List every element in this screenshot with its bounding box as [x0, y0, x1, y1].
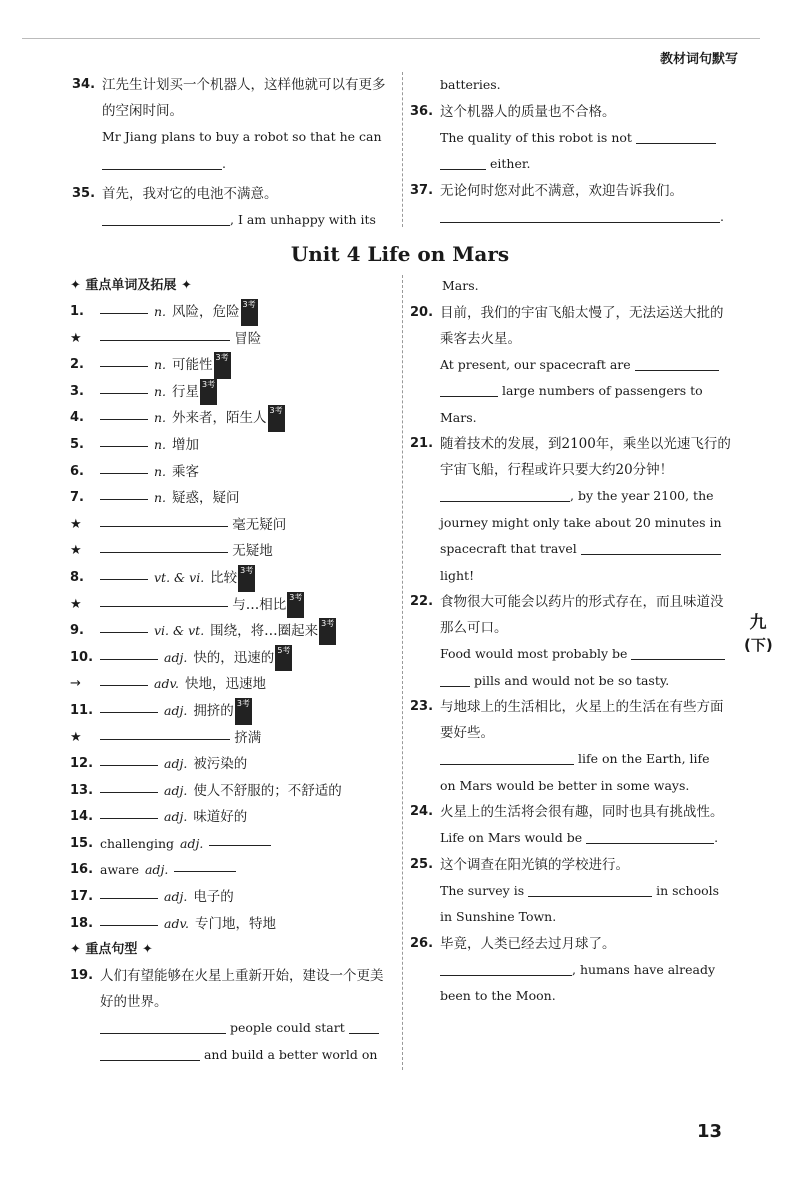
vocab-item-14: 14. adj. 味道好的 [70, 804, 392, 831]
vocab-item-12: 12. adj. 被污染的 [70, 751, 392, 778]
question-23: 23. 与地球上的生活相比，火星上的生活在有些方面要好些。 [410, 699, 724, 741]
vocab-column: ✦ 重点单词及拓展 ✦ 1. n. 风险，危险 3考 ★ 冒险 2. n. 可能性 3考 3. n. 行星 3考 4. n. 外来者，陌生人 3考 5. n. 增加 6. n. 乘客 7. n. 疑惑，疑问 ★ 毫无疑问 ★ 无疑地 8. vt. & vi. 比较 3考 ★ 与…相比 3考 9. vi. & vt. 围绕，将…圈起来 3考 10. adj. 快的，迅速的 5考 → adv. 快地，迅速地 11. adj. 拥挤的 3考 ★ 挤满 12. adj. 被污染的 13. adj. 使人不舒服的；不舒适的 14. adj. 味道好的 15. challenging adj. 16. aware adj. 17. adj. 电子的 18. adv. 专门地，特地 ✦ 重点句型 ✦ 19. 人们有望能够在火星上重新开始，建设一个更美好的世界。 people could start and build a better world on [70, 273, 392, 1068]
question-36: 36. 这个机器人的质量也不合格。 [410, 103, 616, 120]
page-number: 13 [696, 1121, 722, 1142]
vocab-item-13: 13. adj. 使人不舒服的；不舒适的 [70, 778, 392, 805]
vocab-item-10-derived: → adv. 快地，迅速地 [70, 671, 392, 698]
vocab-item-8: 8. vt. & vi. 比较 3考 [70, 565, 392, 592]
question-35: 35. 首先，我对它的电池不满意。 [72, 186, 278, 202]
vocab-item-7-star-a: ★ 毫无疑问 [70, 512, 392, 539]
vocab-item-17: 17. adj. 电子的 [70, 884, 392, 911]
question-34: 34. 江先生计划买一个机器人，这样他就可以有更多的空闲时间。 [72, 77, 386, 119]
vocab-item-3: 3. n. 行星 3考 [70, 379, 392, 406]
question-25: 25. 这个调查在阳光镇的学校进行。 [410, 856, 629, 873]
header-title: 教材词句默写 [659, 52, 738, 67]
question-20: 20. 目前，我们的宇宙飞船太慢了，无法运送大批的乘客去火星。 [410, 304, 724, 347]
vocab-item-11: 11. adj. 拥挤的 3考 [70, 698, 392, 725]
question-24: 24. 火星上的生活将会很有趣，同时也具有挑战性。 [410, 804, 724, 820]
answer-blank[interactable] [102, 155, 222, 170]
section-vocab-heading: ✦ 重点单词及拓展 ✦ [70, 278, 192, 293]
vocab-item-16: 16. aware adj. [70, 857, 392, 884]
side-tab: 九 (下) [744, 613, 773, 654]
top-left-column: 34. 江先生计划买一个机器人，这样他就可以有更多的空闲时间。 Mr Jiang plans to buy a robot so that he can . 35. 首先，我对它的电池不满意。 , I am unhappy with its [72, 72, 394, 234]
answer-blank[interactable] [440, 155, 486, 170]
vocab-item-7-star-b: ★ 无疑地 [70, 538, 392, 565]
vocab-item-11-star: ★ 挤满 [70, 725, 392, 752]
question-26: 26. 毕竟，人类已经去过月球了。 [410, 935, 616, 952]
column-divider-main [402, 275, 403, 1070]
sentences-column: Mars. 20. 目前，我们的宇宙飞船太慢了，无法运送大批的乘客去火星。 At present, our spacecraft are large numbers of passengers to Mars. 21. 随着技术的发展，到2100年，乘坐以光速飞行的宇宙飞船，行程或许只要大约20分钟！ , by the year 2100, the journey might only take about 20 minutes in spacecraft that travel light! 22. 食物很大可能会以药片的形式存在，而且味道没那么可口。 Food would most probably be pills and would not be so tasty. 23. 与地球上的生活相比，火星上的生活在有些方面要好些。 life on the Earth, life on Mars would be better in some ways. 24. 火星上的生活将会很有趣，同时也具有挑战性。 Life on Mars would be . 25. 这个调查在阳光镇的学校进行。 The survey is in schools in Sunshine Town. 26. 毕竟，人类已经去过月球了。 , humans have already been to the Moon. [410, 273, 735, 1010]
vocab-item-1-star: ★ 冒险 [70, 326, 392, 353]
section-sentences-heading: ✦ 重点句型 ✦ [70, 942, 153, 958]
answer-blank[interactable] [636, 129, 716, 144]
vocab-item-4: 4. n. 外来者，陌生人 3考 [70, 405, 392, 432]
vocab-item-15: 15. challenging adj. [70, 831, 392, 858]
top-right-column: batteries. 36. 这个机器人的质量也不合格。 The quality of this robot is not either. 37. 无论何时您对此不满意，欢迎告诉我们。 . [410, 72, 735, 230]
question-22: 22. 食物很大可能会以药片的形式存在，而且味道没那么可口。 [410, 594, 724, 636]
header-rule [22, 38, 760, 39]
vocab-item-7: 7. n. 疑惑，疑问 [70, 485, 392, 512]
question-37: 37. 无论何时您对此不满意，欢迎告诉我们。 [410, 182, 683, 199]
column-divider [402, 72, 403, 227]
vocab-item-8-star: ★ 与…相比 3考 [70, 592, 392, 619]
vocab-item-6: 6. n. 乘客 [70, 459, 392, 486]
vocab-item-2: 2. n. 可能性 3考 [70, 352, 392, 379]
unit-title: Unit 4 Life on Mars [290, 242, 510, 266]
vocab-item-18: 18. adv. 专门地，特地 [70, 911, 392, 938]
vocab-item-10: 10. adj. 快的，迅速的 5考 [70, 645, 392, 672]
question-19: 19. 人们有望能够在火星上重新开始，建设一个更美好的世界。 [70, 968, 384, 1011]
vocab-item-5: 5. n. 增加 [70, 432, 392, 459]
answer-blank[interactable] [102, 211, 230, 226]
question-21: 21. 随着技术的发展，到2100年，乘坐以光速飞行的宇宙飞船，行程或许只要大约20分钟！ [410, 436, 731, 478]
vocab-item-1: 1. n. 风险，危险 3考 [70, 299, 392, 326]
answer-blank[interactable] [440, 208, 720, 223]
vocab-item-9: 9. vi. & vt. 围绕，将…圈起来 3考 [70, 618, 392, 645]
